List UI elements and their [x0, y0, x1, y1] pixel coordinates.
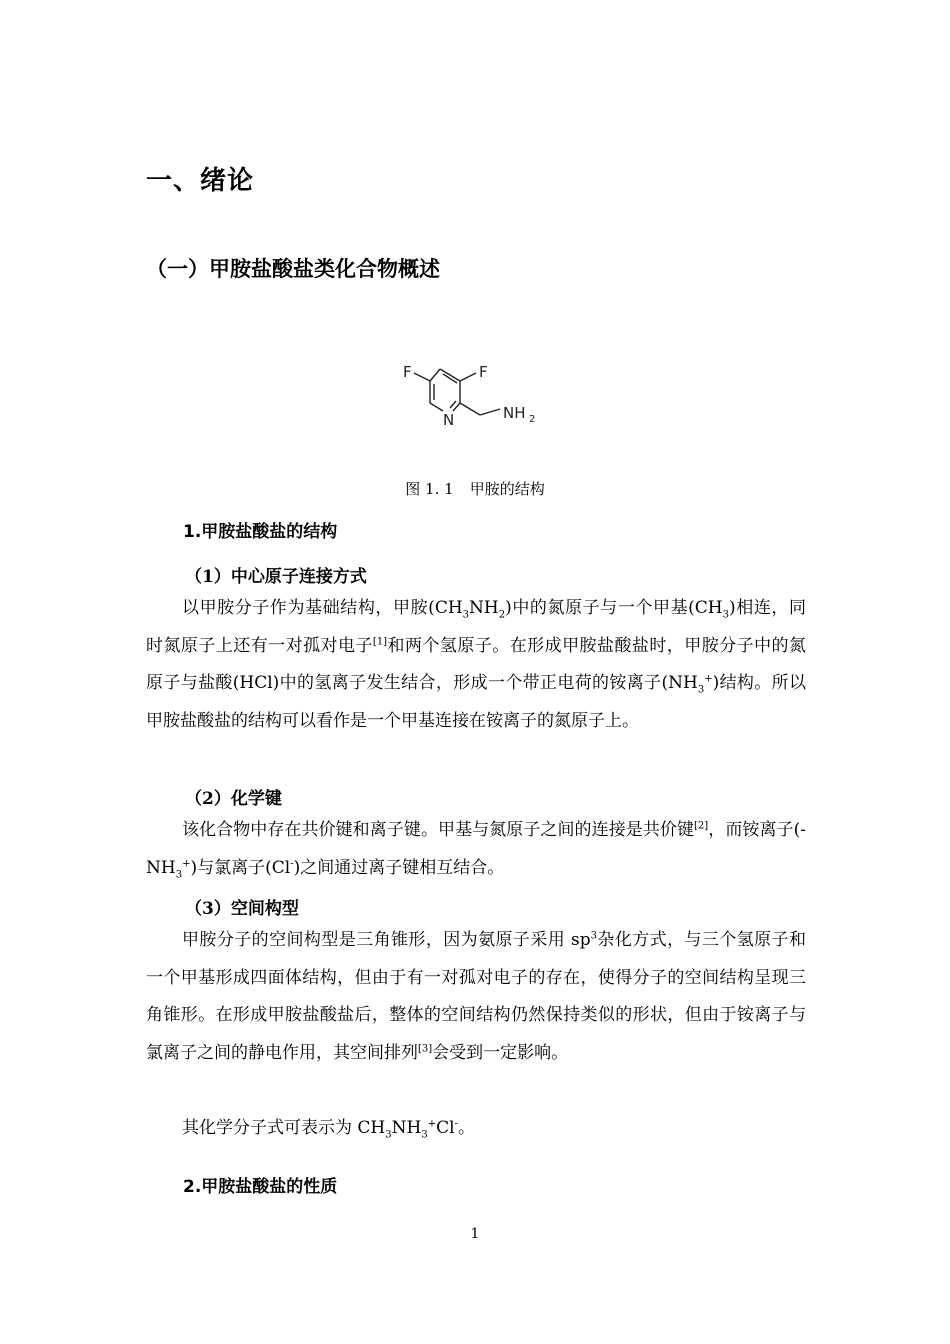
paragraph-spatial-structure: 甲胺分子的空间构型是三角锥形，因为氨原子采用 $sp^3$杂化方式，与三个氢原子和一个甲基形成四面体结构，但由于有一对孤对电子的存在，使得分子的空间结构呈现三角锥形。在形成甲胺盐酸盐后，整体的空间结构仍然保持类似的形状，但由于铵离子与氯离子之间的静电作用，其空间排列[3]会受到一定影响。: [146, 930, 807, 1063]
bond-c5-f: [414, 373, 430, 381]
citation-2[interactable]: [2]: [694, 820, 709, 832]
figure-caption-text: 甲胺的结构: [469, 480, 545, 498]
atom-label-nh: NH: [503, 404, 526, 422]
figure-caption: [0, 478, 950, 499]
paragraph-formula: 其化学分子式可表示为 $CH_3NH_3^+Cl^-$。: [182, 1118, 475, 1141]
atom-label-f-left: F: [403, 363, 412, 381]
atom-label-f-right: F: [479, 363, 488, 381]
bond-c5-c4: [430, 369, 440, 381]
heading-spatial-structure: （3）空间构型: [185, 899, 299, 919]
bond-ch2-n: [480, 409, 500, 415]
bond-n-c6: [430, 403, 443, 411]
paragraph-central-atom: 以甲胺分子作为基础结构，甲胺$(CH_3NH_2)$中的氮原子与一个甲基$(CH_3)$相连，同时氮原子上还有一对孤对电子[1]和两个氢原子。在形成甲胺盐酸盐时，甲胺分子中的氮原子与盐酸(HCl)中的氢离子发生结合，形成一个带正电荷的铵离子$(NH_3^+)$结构。所以甲胺盐酸盐的结构可以看作是一个甲基连接在铵离子的氮原子上。: [146, 598, 807, 731]
figure-caption-number: 图 1. 1: [405, 480, 454, 498]
subsection-title-properties: 2.甲胺盐酸盐的性质: [183, 1177, 338, 1197]
chapter-title: 一、绪论: [146, 166, 255, 196]
bond-c3-f: [460, 373, 476, 381]
bond-c2-n-double: [450, 401, 456, 408]
atom-label-n-ring: N: [443, 411, 455, 429]
atom-label-subscript: 2: [529, 414, 536, 425]
page-number: 1: [470, 1226, 480, 1242]
bond-c2-ch2: [460, 403, 480, 415]
heading-chemical-bond: （2）化学键: [185, 789, 282, 809]
citation-3[interactable]: [3]: [418, 1042, 433, 1054]
citation-1[interactable]: [1]: [372, 635, 388, 647]
subsection-title-structure: 1.甲胺盐酸盐的结构: [183, 522, 338, 542]
paragraph-chemical-bond: 该化合物中存在共价键和离子键。甲基与氮原子之间的连接是共价键[2]，而铵离子$(-NH_3^+)$与氯离子(Cl-)之间通过离子键相互结合。: [146, 820, 806, 880]
chemical-structure-figure: [392, 357, 562, 437]
section-title: （一）甲胺盐酸盐类化合物概述: [146, 257, 440, 281]
heading-central-atom: （1）中心原子连接方式: [185, 567, 367, 587]
